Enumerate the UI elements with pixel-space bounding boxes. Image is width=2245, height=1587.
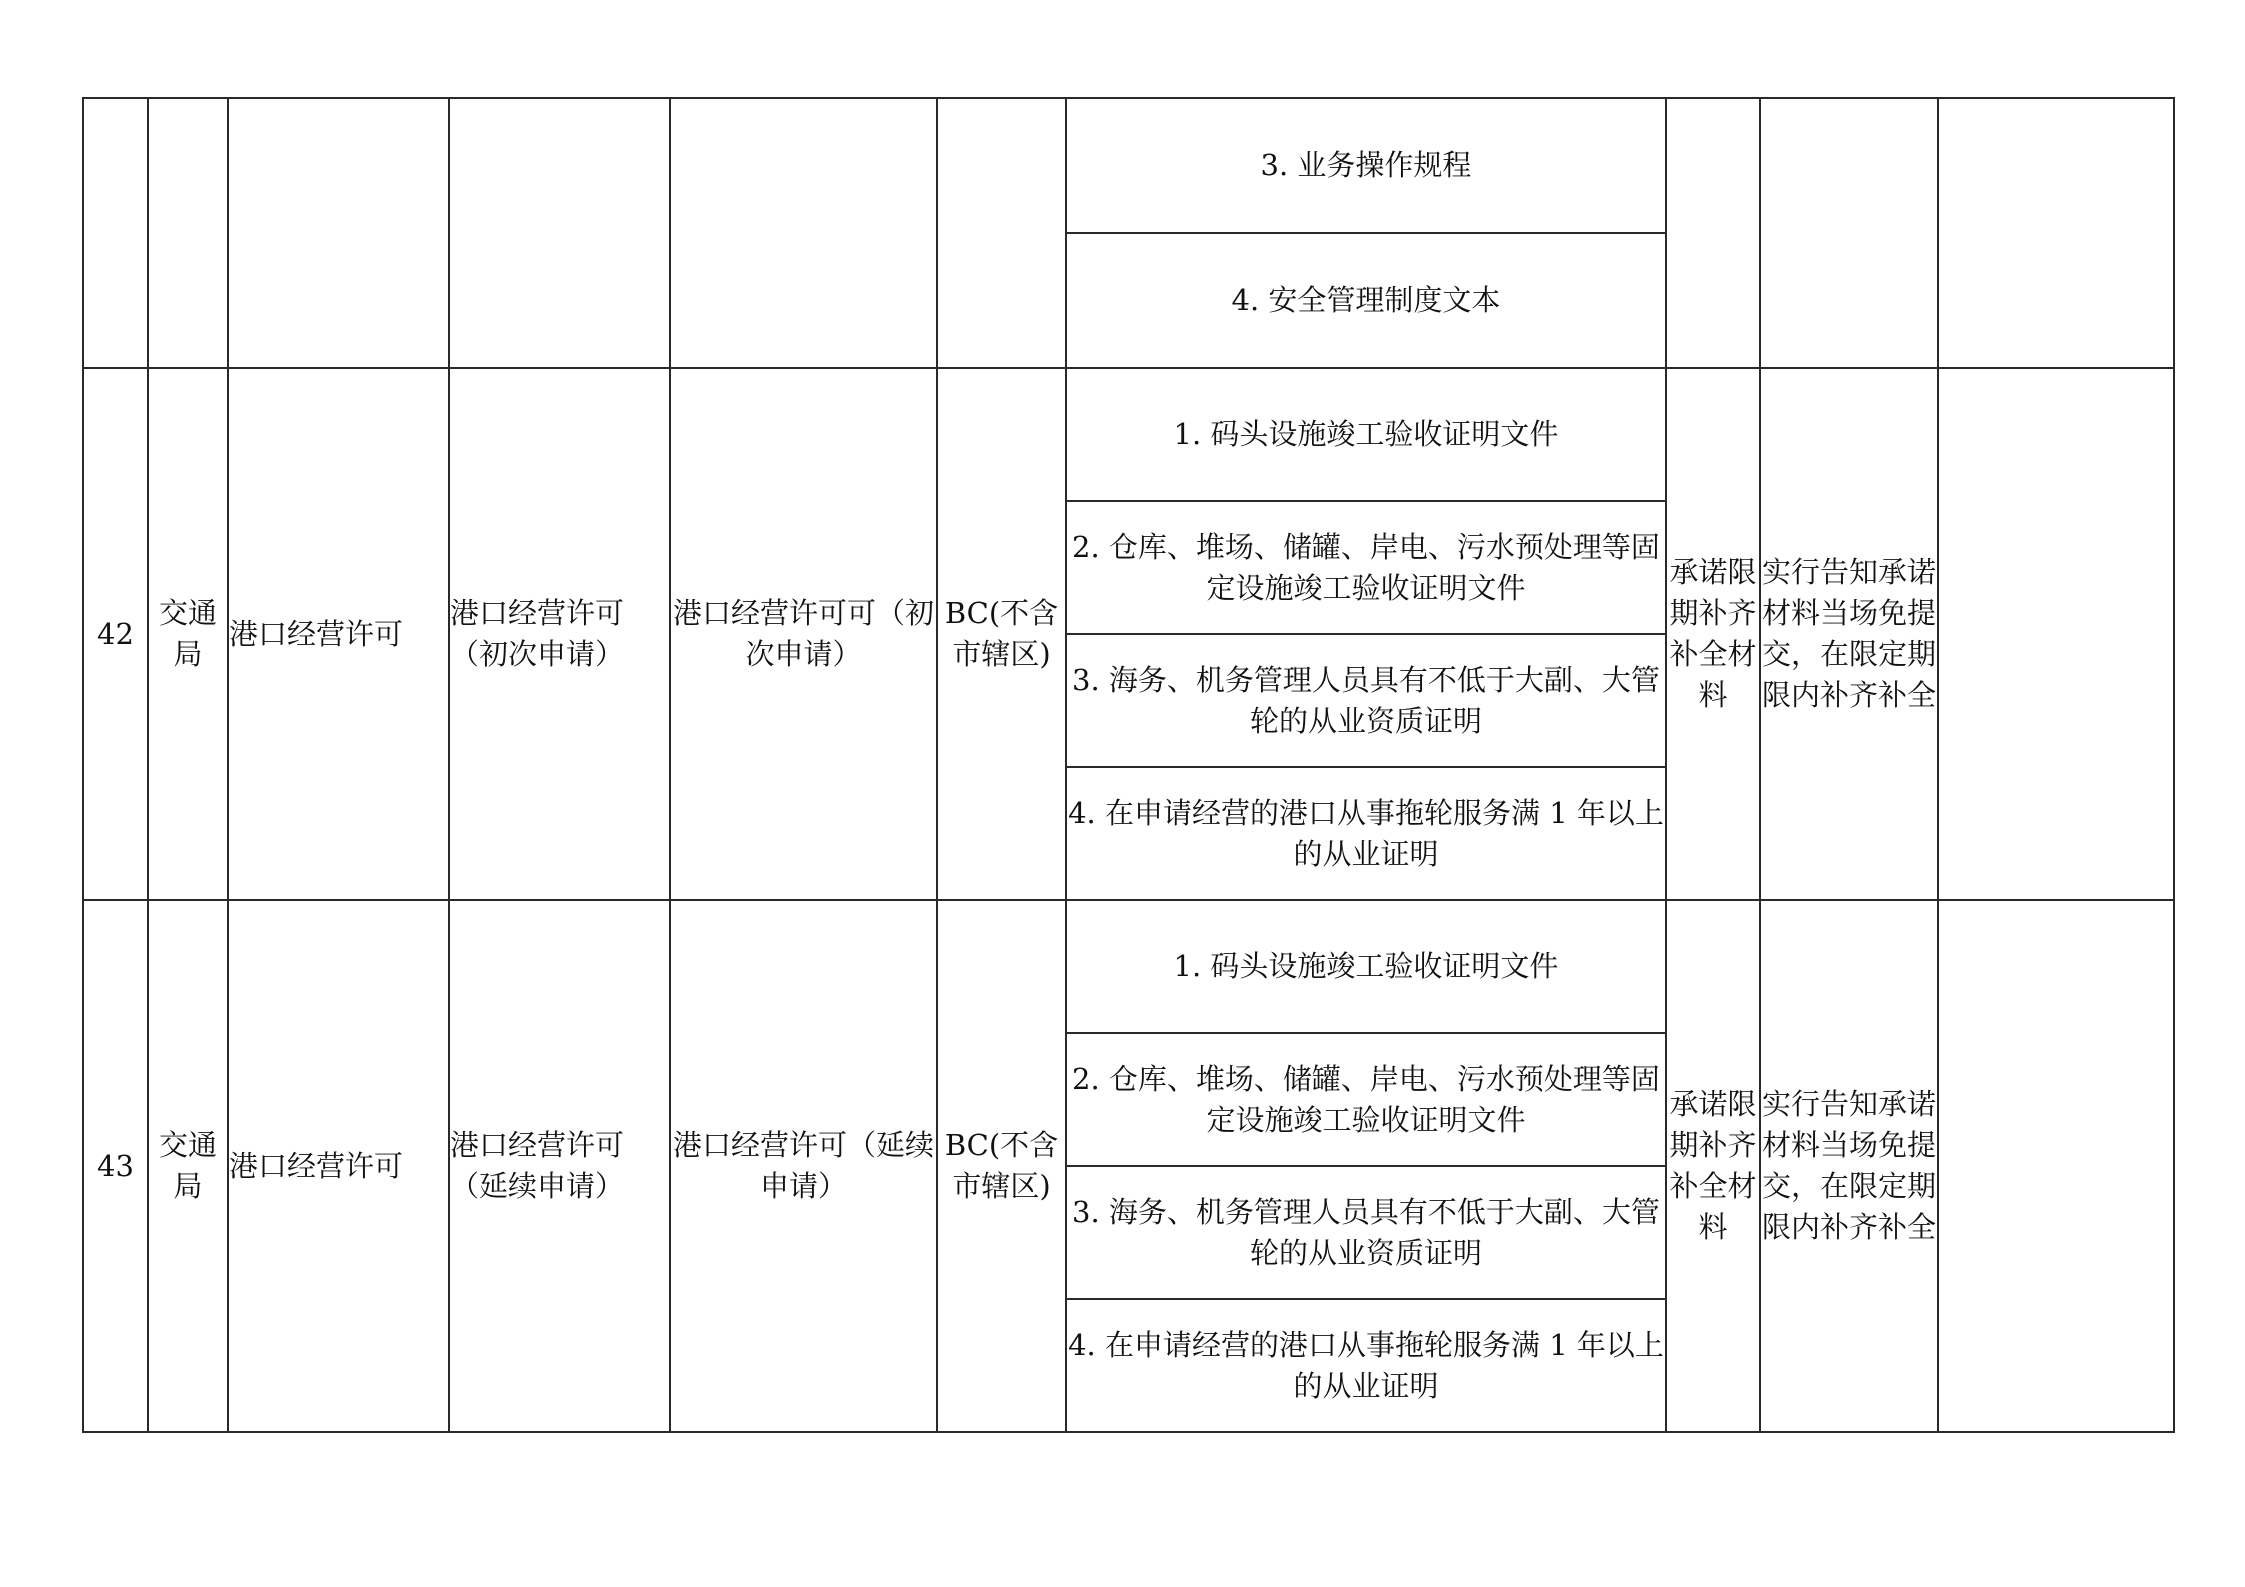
cell-no: 42 — [83, 368, 148, 900]
table-row — [83, 900, 2174, 1033]
table-row — [83, 98, 2174, 233]
material-cell — [1066, 98, 1666, 233]
material-text: 1. 码头设施竣工验收证明文件 — [1173, 417, 1559, 451]
material-text: 2. 仓库、堆场、储罐、岸电、污水预处理等固定设施竣工验收证明文件 — [1072, 529, 1660, 605]
material-text: 2. 仓库、堆场、储罐、岸电、污水预处理等固定设施竣工验收证明文件 — [1072, 1061, 1660, 1137]
material-text: 4. 在申请经营的港口从事拖轮服务满 1 年以上的从业证明 — [1068, 795, 1664, 871]
cell-item — [228, 98, 449, 368]
material-cell — [1066, 1033, 1666, 1166]
material-cell — [1066, 233, 1666, 368]
material-text: 3. 海务、机务管理人员具有不低于大副、大管轮的从业资质证明 — [1072, 1194, 1660, 1270]
cell-remark — [1938, 98, 2174, 368]
material-text: 4. 在申请经营的港口从事拖轮服务满 1 年以上的从业证明 — [1068, 1327, 1664, 1403]
cell-note: 实行告知承诺材料当场免提交，在限定期限内补齐补全 — [1760, 368, 1938, 900]
material-text: 1. 码头设施竣工验收证明文件 — [1173, 949, 1559, 983]
materials-table — [82, 97, 2175, 1433]
cell-method: 承诺限期补齐补全材料 — [1666, 368, 1760, 900]
material-cell — [1066, 634, 1666, 767]
cell-note: 实行告知承诺材料当场免提交，在限定期限内补齐补全 — [1760, 900, 1938, 1432]
material-text: 4. 安全管理制度文本 — [1231, 283, 1501, 317]
material-cell — [1066, 501, 1666, 634]
cell-item: 港口经营许可 — [228, 900, 449, 1432]
cell-situation: 港口经营许可（延续申请） — [670, 900, 937, 1432]
cell-dept — [148, 98, 228, 368]
cell-scope — [937, 98, 1066, 368]
cell-sub-item — [449, 98, 670, 368]
material-text: 3. 海务、机务管理人员具有不低于大副、大管轮的从业资质证明 — [1072, 662, 1660, 738]
cell-remark — [1938, 368, 2174, 900]
cell-situation — [670, 98, 937, 368]
cell-sub-item: 港口经营许可（初次申请） — [449, 368, 670, 900]
material-cell — [1066, 1299, 1666, 1432]
cell-no: 43 — [83, 900, 148, 1432]
cell-scope: BC(不含市辖区) — [937, 900, 1066, 1432]
cell-no — [83, 98, 148, 368]
table-row — [83, 368, 2174, 501]
cell-situation: 港口经营许可可（初次申请） — [670, 368, 937, 900]
material-cell — [1066, 368, 1666, 501]
cell-remark — [1938, 900, 2174, 1432]
material-cell — [1066, 900, 1666, 1033]
cell-dept: 交通局 — [148, 900, 228, 1432]
material-cell — [1066, 1166, 1666, 1299]
material-cell — [1066, 767, 1666, 900]
cell-method — [1666, 98, 1760, 368]
cell-dept: 交通局 — [148, 368, 228, 900]
cell-method: 承诺限期补齐补全材料 — [1666, 900, 1760, 1432]
cell-scope: BC(不含市辖区) — [937, 368, 1066, 900]
cell-note — [1760, 98, 1938, 368]
cell-item: 港口经营许可 — [228, 368, 449, 900]
cell-sub-item: 港口经营许可（延续申请） — [449, 900, 670, 1432]
material-text: 3. 业务操作规程 — [1260, 148, 1472, 182]
